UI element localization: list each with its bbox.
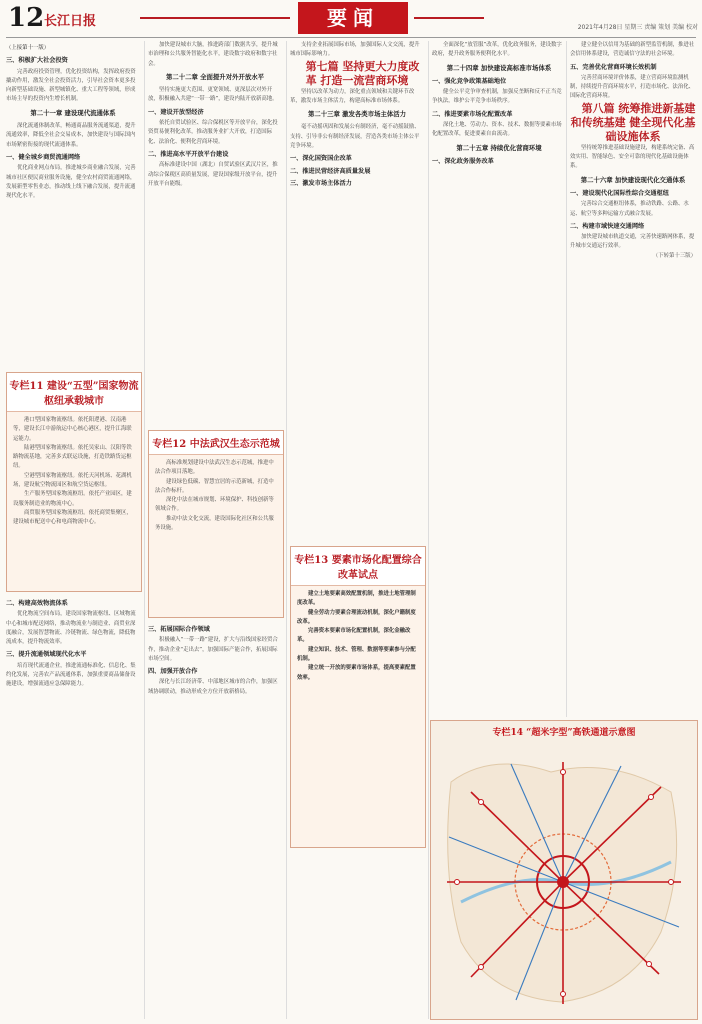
box-11-item: 空港型国家物流枢纽。依托天河机场、花湖机场，建设航空物流园区和航空货运枢纽。 xyxy=(13,472,132,489)
col2-heading-2: 一、建设开放型经济 xyxy=(148,108,204,116)
col4-paragraph-2: 健全公平竞争审查机制，加强反垄断和反不正当竞争执法，维护公平竞争市场秩序。 xyxy=(432,89,562,105)
col4-chapter-heading: 第二十四章 加快建设高标准市场体系 xyxy=(446,63,552,72)
col1-paragraph-3: 优化商业网点布局，推进城乡商业融合发展，完善城市社区便民商业服务设施，健全农村商贸流通网络，发展新型零售业态，推动线上线下融合发展，提升流通现代化水平。 xyxy=(6,165,136,200)
col3-heading-3: 二、推进民营经济高质量发展 xyxy=(290,167,371,175)
col2-paragraph-1: 加快建设城市大脑，推进跨部门数据共享，提升城市治理和公共服务智能化水平，建设数字政府和数字社会。 xyxy=(148,42,278,67)
box-13-item: 健全劳动力要素合理流动机制，深化户籍制度改革。 xyxy=(297,609,416,625)
col4-paragraph-1: 全面深化“放管服”改革，优化政务服务，建设数字政府，提升政务服务便利化水平。 xyxy=(432,42,562,58)
col3-heading-2: 一、深化国资国企改革 xyxy=(290,155,352,163)
col3-paragraph-1: 支持企业拓展国际市场，加强国际人文交流，提升城市国际影响力。 xyxy=(290,42,420,58)
box-11-item: 港口型国家物流枢纽。依托阳逻港、汉南港等，建设长江中游航运中心核心港区，提升江海联运能力。 xyxy=(13,417,132,442)
col5-heading-4: 二、构建市域快速交通网络 xyxy=(570,222,645,230)
col1-heading-4: 二、构建高效物流体系 xyxy=(6,600,68,607)
column-divider xyxy=(144,41,145,1019)
header-rule-left xyxy=(140,17,290,19)
col5-paragraph-2: 完善营商环境评价体系，建立营商环境监测机制，持续提升营商环境水平，打造市场化、法治化、国际化营商环境。 xyxy=(570,74,694,100)
station-marker xyxy=(649,795,654,800)
station-marker xyxy=(561,992,566,997)
col4-paragraph-3: 深化土地、劳动力、资本、技术、数据等要素市场化配置改革，促进要素自由流动。 xyxy=(432,122,562,138)
sidebar-box-12 xyxy=(148,430,284,618)
col5-chapter-heading: 第二十六章 加快建设现代化交通体系 xyxy=(580,175,686,184)
col5-paragraph-1: 建立健全以信用为基础的新型监管机制，推进社会信用体系建设，营造诚信守法的社会环境。 xyxy=(570,42,695,58)
col1-heading-1: 三、积极扩大社会投资 xyxy=(6,57,68,65)
hub-station-marker xyxy=(557,876,569,888)
col1-heading-5: 三、提升流通领域现代化水平 xyxy=(6,651,87,659)
col4-chapter-heading-2: 第二十五章 持续优化营商环境 xyxy=(456,143,542,152)
box-12-item: 高标准规划建设中法武汉生态示范城，推进中法合作项目落地。 xyxy=(155,460,274,476)
box-11-item: 商贸服务型国家物流枢纽。依托商贸集聚区，建设城市配送中心和电商物流中心。 xyxy=(13,509,132,526)
col2-heading-4: 三、拓展国际合作领域 xyxy=(148,626,210,633)
dateline: 2021年4月28日 星期三 责编 策划 美编 校对 xyxy=(577,24,698,31)
box-12-title: 专栏12 中法武汉生态示范城 xyxy=(149,431,283,455)
col1-paragraph-5: 培育现代流通企业，推进流通标准化、信息化、集约化发展，完善农产品流通体系，加强重要商品储备设施建设，增强流通应急保障能力。 xyxy=(6,662,136,688)
column-3 xyxy=(290,41,424,541)
col2-paragraph-2: 坚持实施更大范围、更宽领域、更深层次对外开放，积极融入共建“一带一路”，建设内陆开放新高地。 xyxy=(148,87,278,103)
header-divider xyxy=(6,37,696,38)
section-title: 要闻 xyxy=(298,2,408,34)
station-marker xyxy=(647,962,652,967)
col2-heading-5: 四、加强开放合作 xyxy=(148,668,198,676)
rail-map-box xyxy=(430,720,698,1020)
col1-paragraph-2: 深化流通体制改革，畅通商品服务流通渠道，提升流通效率，降低全社会交易成本，加快建设与国际国内市场紧密衔接的现代流通体系。 xyxy=(6,123,136,148)
part-8-title: 第八篇 统筹推进新基建和传统基建 健全现代化基础设施体系 xyxy=(570,101,696,143)
rail-map-graphic xyxy=(431,742,697,1018)
box-11-item: 生产服务型国家物流枢纽。依托产业园区，建设服务制造业的物流中心。 xyxy=(13,491,132,507)
col2-paragraph-5: 积极融入“一带一路”建设，扩大与沿线国家经贸合作，推动企业“走出去”，加强国际产能合作，拓展国际市场空间。 xyxy=(148,637,278,662)
column-divider xyxy=(566,41,567,717)
box-13-item: 建立土地要素高效配置机制，推进土地管理制度改革。 xyxy=(297,591,416,607)
col3-chapter-heading: 第二十三章 激发各类市场主体活力 xyxy=(307,110,407,119)
box-12-item: 推动中法文化交流，建设国际化社区和公共服务设施。 xyxy=(155,515,274,532)
header-rule-right xyxy=(414,17,484,19)
box-11-item: 陆港型国家物流枢纽。依托吴家山、汉阳等铁路物流基地，完善多式联运设施，打造铁路货运枢纽。 xyxy=(13,444,132,470)
col5-heading-3: 一、建设现代化国际性综合交通枢纽 xyxy=(570,189,669,197)
station-marker xyxy=(455,880,460,885)
col1-paragraph-4: 优化物流空间布局，建设国家物流枢纽、区域物流中心和城市配送网络，推动物流业与制造业、商贸业深度融合，发展智慧物流、冷链物流、绿色物流，降低物流成本，提升物流效率。 xyxy=(6,611,136,646)
col3-paragraph-2: 坚持以改革为动力，深化重点领域和关键环节改革，激发市场主体活力，构建高标准市场体系。 xyxy=(290,88,415,104)
col4-heading-5: 一、深化政务服务改革 xyxy=(432,157,494,165)
box-12-item: 建设绿色低碳、智慧宜居的示范新城，打造中法合作标杆。 xyxy=(155,478,274,494)
col3-paragraph-3: 毫不动摇巩固和发展公有制经济，毫不动摇鼓励、支持、引导非公有制经济发展，营造各类市场主体公平竞争环境。 xyxy=(290,124,420,150)
col5-paragraph-3: 坚持统筹推进基础设施建设，构建系统完备、高效实用、智能绿色、安全可靠的现代化基础设施体系。 xyxy=(570,144,695,170)
col2-paragraph-3: 依托自贸试验区、综合保税区等开放平台，深化投资贸易便利化改革，推动服务业扩大开放，打造国际化、法治化、便利化营商环境。 xyxy=(148,120,278,145)
masthead xyxy=(0,0,702,38)
box-11-body xyxy=(7,412,141,532)
col5-paragraph-4: 完善综合交通枢纽体系，推动铁路、公路、水运、航空等多种运输方式融合发展。 xyxy=(570,201,689,217)
part-7-title: 第七篇 坚持更大力度改革 打造一流营商环境 xyxy=(305,59,420,87)
station-marker xyxy=(669,880,674,885)
col1-heading-3: 一、健全城乡商贸流通网络 xyxy=(6,153,81,161)
col1-chapter-heading: 第二十一章 建设现代流通体系 xyxy=(30,108,116,117)
column-1-lower xyxy=(6,596,140,1018)
box-13-item: 建立知识、技术、管理、数据等要素参与分配机制。 xyxy=(297,646,416,663)
col2-chapter-heading: 第二十二章 全面提升对外开放水平 xyxy=(165,72,265,81)
continued-note: （上接第十一版） xyxy=(6,45,50,51)
column-divider xyxy=(428,41,429,1019)
col5-heading-1: 五、完善优化营商环境长效机制 xyxy=(570,63,657,71)
column-1 xyxy=(6,41,140,421)
page-number: 12 xyxy=(8,3,45,33)
rail-map-title: 专栏14 “超米字型”高铁通道示意图 xyxy=(492,728,636,738)
paper-name: 长江日报 xyxy=(44,14,97,29)
sidebar-box-11 xyxy=(6,372,142,592)
column-divider xyxy=(286,41,287,1019)
column-4 xyxy=(432,41,566,717)
box-13-body xyxy=(291,586,425,687)
col2-heading-3: 二、推进高水平开放平台建设 xyxy=(148,150,229,158)
col2-paragraph-6: 深化与长江经济带、中部地区城市的合作，加强区域协调联动，推动形成全方位开放新格局。 xyxy=(148,679,278,695)
column-5 xyxy=(570,41,696,717)
sidebar-box-13 xyxy=(290,546,426,848)
box-12-item: 深化中法在城市规划、环境保护、科技创新等领域合作。 xyxy=(155,497,274,513)
col1-paragraph-1: 完善政府投资管理，优化投资结构，发挥政府投资撬动作用，激发全社会投资活力，引导社会资本更多投向新型基础设施、新型城镇化、重大工程等领域，形成市场主导的投资内生增长机制。 xyxy=(6,68,136,103)
station-marker xyxy=(479,965,484,970)
box-13-item: 完善资本要素市场化配置机制，深化金融改革。 xyxy=(297,628,411,644)
col4-heading-3: 二、推进要素市场化配置改革 xyxy=(432,110,513,118)
col2-paragraph-4: 高标准建设中国（湖北）自贸试验区武汉片区，推动综合保税区高质量发展，建设国家级开放平台，提升开放平台能级。 xyxy=(148,162,278,187)
col4-heading-2: 一、强化竞争政策基础地位 xyxy=(432,77,507,85)
column-2 xyxy=(148,41,282,401)
box-12-body xyxy=(149,455,283,537)
box-11-title: 专栏11 建设“五型”国家物流枢纽承载城市 xyxy=(7,373,141,412)
col3-heading-4: 三、激发市场主体活力 xyxy=(290,179,352,187)
col5-paragraph-5: 加快建设城市轨道交通，完善快速路网体系，提升城市交通运行效率。 xyxy=(570,234,695,250)
continued-to-note: （下转第十三版） xyxy=(652,252,696,259)
column-2-lower xyxy=(148,622,282,1018)
box-13-title: 专栏13 要素市场化配置综合改革试点 xyxy=(291,547,425,586)
box-13-item: 建立统一开放的要素市场体系，提高要素配置效率。 xyxy=(297,665,416,681)
station-marker xyxy=(561,770,566,775)
station-marker xyxy=(479,800,484,805)
